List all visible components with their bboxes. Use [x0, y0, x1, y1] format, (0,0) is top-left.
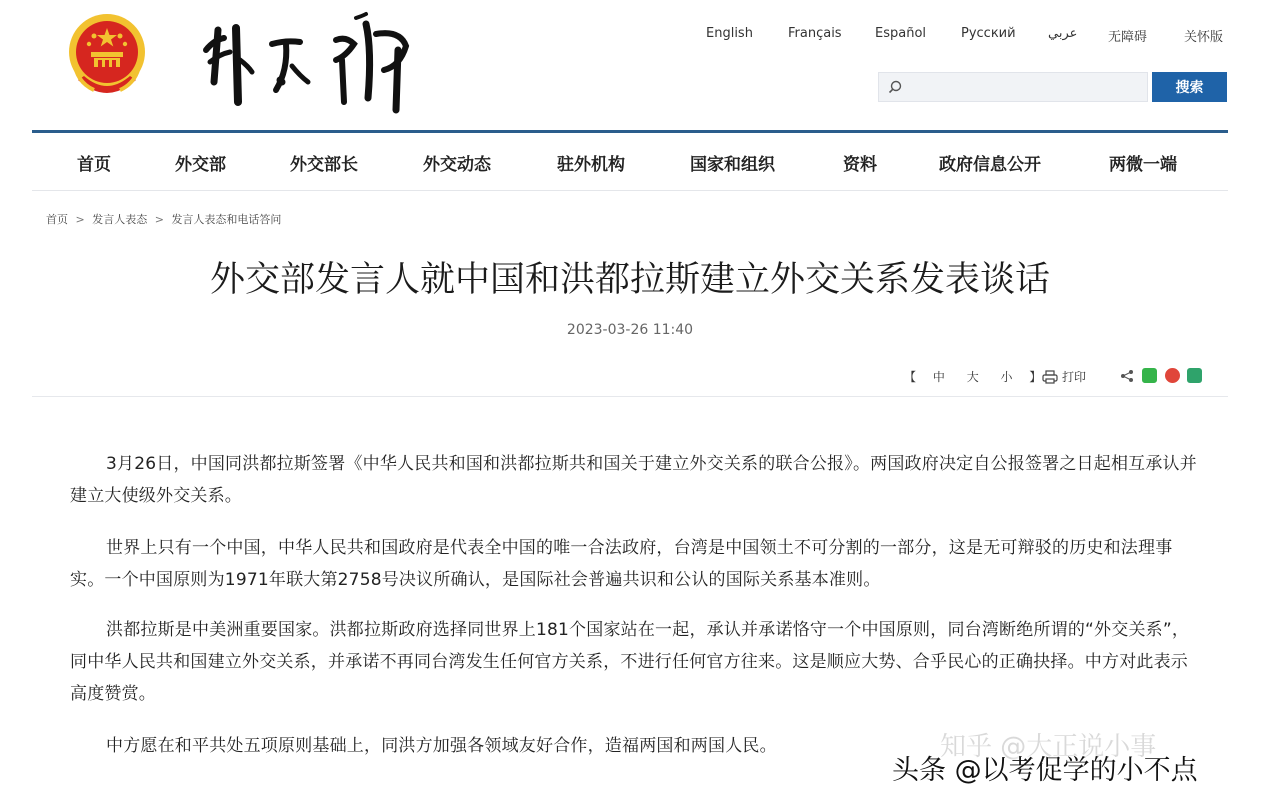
- printer-icon: [1042, 370, 1058, 384]
- share-bar: [1120, 368, 1206, 384]
- nav-weibo-wechat-app[interactable]: 两微一端: [1109, 155, 1177, 175]
- article-title: 外交部发言人就中国和洪都拉斯建立外交关系发表谈话: [209, 260, 1050, 300]
- lang-french[interactable]: Français: [788, 26, 842, 41]
- bracket-close: 】: [1029, 370, 1042, 384]
- publish-date: 2023-03-26 11:40: [566, 322, 694, 338]
- article-divider: [32, 396, 1228, 397]
- nav-ministry[interactable]: 外交部: [175, 155, 226, 175]
- nav-divider: [32, 190, 1228, 191]
- nav-countries-organizations[interactable]: 国家和组织: [690, 155, 775, 175]
- accessibility-link[interactable]: 无障碍: [1108, 30, 1148, 45]
- breadcrumb: [46, 211, 281, 227]
- breadcrumb-home[interactable]: 首页: [46, 213, 68, 226]
- breadcrumb-separator: >: [75, 213, 85, 226]
- article-paragraph: 世界上只有一个中国，中华人民共和国政府是代表全中国的唯一合法政府，台湾是中国领土不可分割的一部分，这是无可辩驳的历史和法理事实。一个中国原则为1971年联大第2758号决议所确认，是国际社会普遍共识和公认的国际关系基本准则。: [70, 538, 1173, 590]
- nav-government-information[interactable]: 政府信息公开: [939, 155, 1041, 175]
- search-box: [878, 72, 1148, 102]
- font-size-selector: [904, 368, 1041, 385]
- breadcrumb-spokesperson[interactable]: 发言人表态: [92, 213, 148, 226]
- search-button[interactable]: 搜索: [1152, 72, 1227, 102]
- source-watermark: 头条 @以考促学的小不点: [892, 755, 1198, 786]
- weibo-share-icon[interactable]: [1165, 368, 1180, 383]
- nav-missions-overseas[interactable]: 驻外机构: [557, 155, 625, 175]
- nav-home[interactable]: 首页: [77, 155, 111, 175]
- article-paragraph: 3月26日，中国同洪都拉斯签署《中华人民共和国和洪都拉斯共和国关于建立外交关系的联合公报》。两国政府决定自公报签署之日起相互承认并建立大使级外交关系。: [70, 454, 1197, 506]
- nav-minister[interactable]: 外交部长: [290, 155, 358, 175]
- breadcrumb-spokesperson-remarks[interactable]: 发言人表态和电话答问: [171, 213, 282, 226]
- lang-russian[interactable]: Русский: [961, 26, 1016, 41]
- print-button[interactable]: [1042, 368, 1086, 385]
- lang-spanish[interactable]: Español: [875, 26, 927, 41]
- wechat-share-icon[interactable]: [1142, 368, 1157, 383]
- share-icon[interactable]: [1120, 369, 1134, 384]
- print-label: 打印: [1062, 370, 1087, 384]
- font-size-large[interactable]: 大: [966, 370, 979, 384]
- article-paragraph: 中方愿在和平共处五项原则基础上，同洪方加强各领域友好合作，造福两国和两国人民。: [106, 736, 777, 756]
- article-paragraph: 洪都拉斯是中美洲重要国家。洪都拉斯政府选择同世界上181个国家站在一起，承认并承诺恪守一个中国原则，同台湾断绝所谓的“外交关系”，同中华人民共和国建立外交关系，并承诺不再同台湾发生任何官方关系，不进行任何官方往来。这是顺应大势、合乎民心的正确抉择。中方对此表示高度赞赏。: [70, 620, 1190, 704]
- elderly-care-version-link[interactable]: 关怀版: [1184, 30, 1224, 45]
- font-size-medium[interactable]: 中: [932, 370, 945, 384]
- qrcode-share-icon[interactable]: [1187, 368, 1202, 383]
- national-emblem-icon: [64, 10, 150, 102]
- header-divider: [32, 130, 1228, 133]
- breadcrumb-separator: >: [154, 213, 164, 226]
- nav-diplomatic-news[interactable]: 外交动态: [423, 155, 491, 175]
- lang-english[interactable]: English: [706, 26, 753, 41]
- search-input[interactable]: [907, 75, 1146, 101]
- bracket-open: 【: [904, 370, 917, 384]
- search-icon: [887, 79, 903, 95]
- ministry-calligraphy-logo: [196, 10, 426, 118]
- faint-watermark: 知乎 @大正说小事: [940, 732, 1157, 762]
- nav-resources[interactable]: 资料: [843, 155, 877, 175]
- lang-arabic[interactable]: عربي: [1048, 26, 1078, 41]
- font-size-small[interactable]: 小: [1000, 370, 1013, 384]
- language-links: [690, 26, 1250, 46]
